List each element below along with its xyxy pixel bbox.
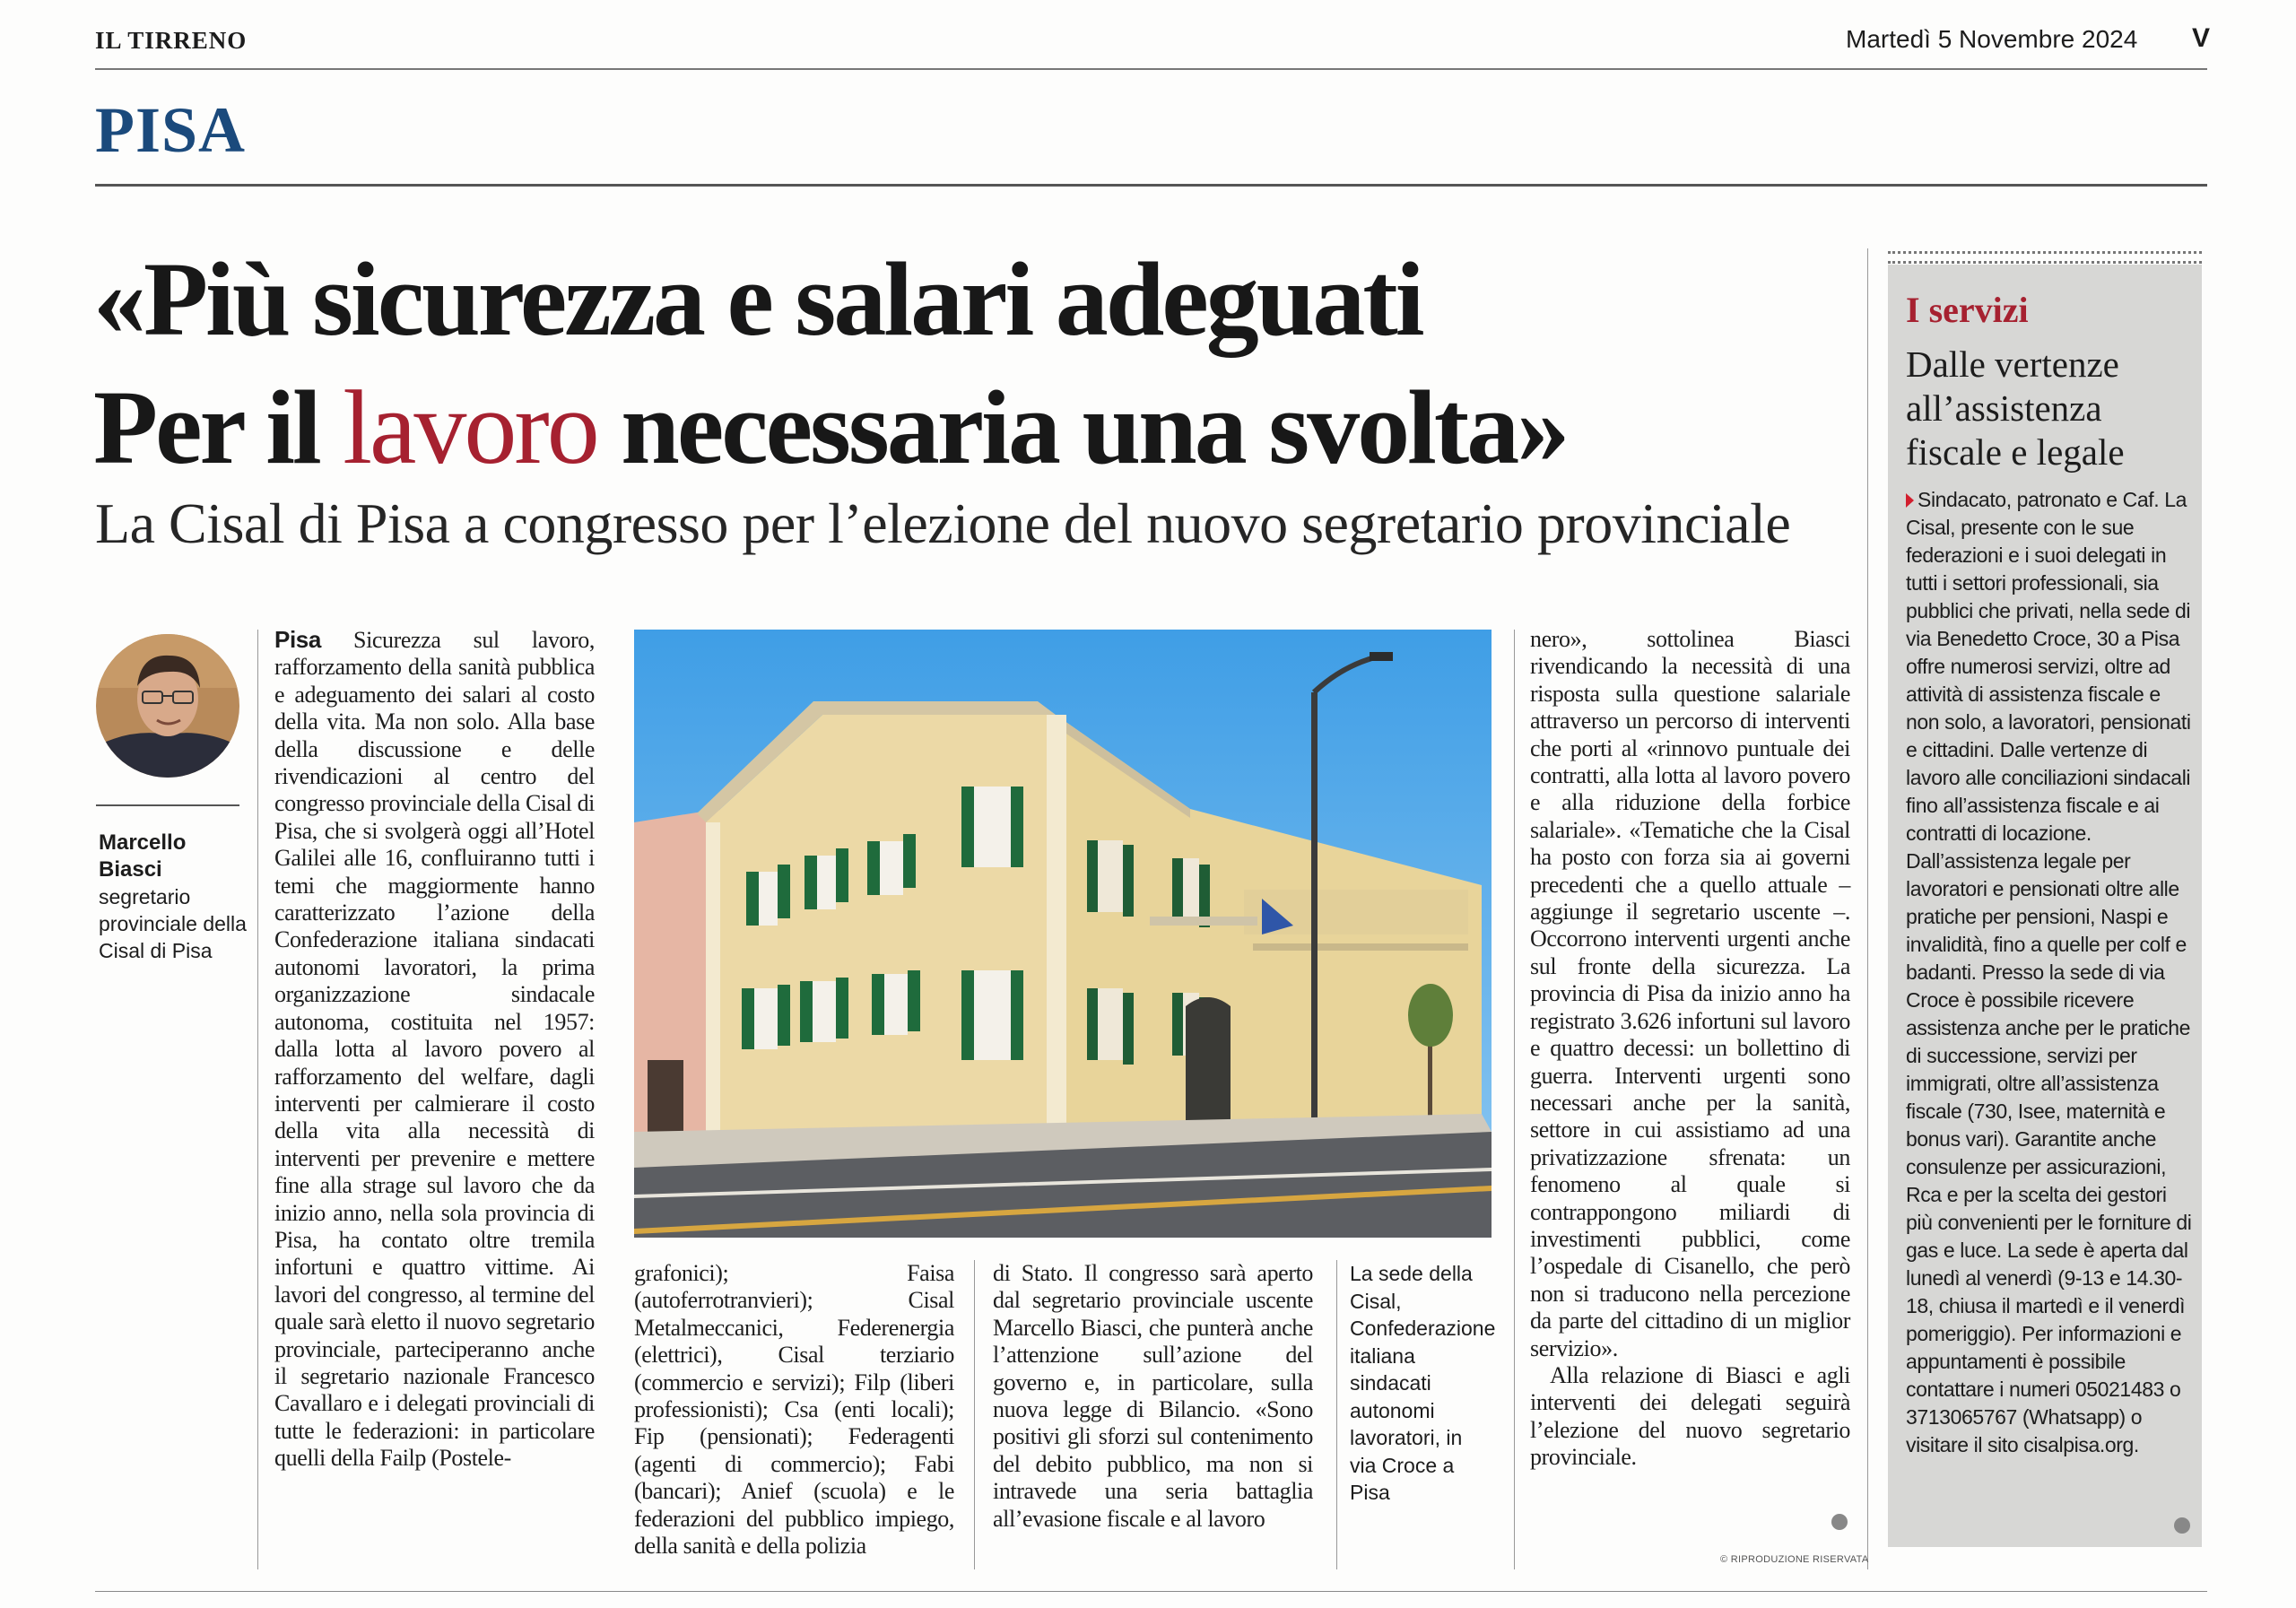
sidebar-kicker: I servizi bbox=[1906, 290, 2029, 330]
section-rule bbox=[95, 184, 2207, 187]
sidebar-top-rule bbox=[1888, 251, 2202, 264]
sidebar-body bbox=[1906, 486, 2195, 1459]
headline bbox=[93, 235, 1887, 491]
body-column-1 bbox=[274, 626, 595, 1473]
author-avatar bbox=[96, 634, 239, 778]
headline-line-2 bbox=[93, 363, 1887, 491]
column-rule bbox=[257, 630, 258, 1569]
column-1-text: Sicurezza sul lavoro, rafforzamento della sanità pubblica e adeguamento dei salari al costo della vita. Ma non solo. Alla base della discussione e delle rivendicazioni al centro del congresso provinciale della Cisal di Pisa, che si svolgerà oggi all’Hotel Galilei alle 16, confluiranno tutti i temi che maggiormente hanno caratterizzato l’azione della Confederazione italiana sindacati autonomi lavoratori, la prima organizzazione sindacale autonoma, costituita nel 1957: dalla lotta al lavoro povero al rafforzamento del welfare, dagli interventi per calmierare il costo della vita alla necessità di interventi per prevenire e mettere fine alla strage sul lavoro che da inizio anno, nella sola provincia di Pisa, ha contato oltre tremila infortuni e quattro vittime. Ai lavori del congresso, al termine del quale sarà eletto il nuovo segretario provinciale, parteciperanno anche il segretario nazionale Francesco Cavallaro e i delegati provinciali di tutte le federazioni: in particolare quelli della Failp (Postele- bbox=[274, 627, 595, 1472]
sidebar-title: Dalle vertenze all’assistenza fiscale e legale bbox=[1906, 343, 2125, 473]
column-rule bbox=[974, 1260, 975, 1569]
article-photo bbox=[634, 630, 1492, 1238]
author-first-name: Marcello bbox=[99, 830, 187, 855]
column-rule bbox=[1514, 630, 1515, 1569]
section-title: PISA bbox=[95, 94, 247, 166]
column-rule bbox=[1336, 1260, 1337, 1569]
headline-line-1: «Più sicurezza e salari adeguati bbox=[93, 240, 1422, 358]
dateline: Pisa bbox=[274, 626, 321, 653]
body-column-3: di Stato. Il congresso sarà aperto dal segretario provinciale uscente Marcello Biasci, che punterà anche l’attenzione sull’azione del governo e, in particolare, sulla nuova legge di Bilancio. «Sono positivi gli sforzi sul contenimento del debito pubblico, ma non si intravede una seria battaglia all’evasione fiscale e al lavoro bbox=[993, 1260, 1313, 1532]
photo-caption: La sede della Cisal, Confederazione italiana sindacati autonomi lavoratori, in via Croce a Pisa bbox=[1350, 1262, 1496, 1504]
headline-line-2-start: Per il bbox=[93, 369, 344, 486]
end-mark-dot bbox=[1831, 1514, 1848, 1530]
edition-mark: V bbox=[2192, 23, 2211, 53]
sidebar-rule bbox=[1867, 248, 1868, 1569]
column-4-closing: Alla relazione di Biasci e agli interventi dei delegati seguirà l’elezione del nuovo segretario provinciale. bbox=[1530, 1361, 1850, 1471]
body-column-4 bbox=[1530, 626, 1850, 1472]
column-4-text: nero», sottolinea Biasci rivendicando la necessità di una risposta sulla questione salariale attraverso un percorso di interventi che porti al «rinnovo puntuale dei contratti, alla lotta al lavoro povero e alla riduzione della forbice salariale». «Tematiche che la Cisal ha posto con forza sia ai governi precedenti che a quello attuale – aggiunge il segretario uscente –. Occorrono interventi urgenti anche sul fronte della sicurezza. La provincia di Pisa da inizio anno ha registrato 3.626 infortuni sul lavoro e quattro decessi: un bollettino di guerra. Interventi urgenti sono necessari anche per la sanità, settore in cui assistiamo ad una privatizzazione sfrenata: un fenomeno al quale si contrappongono miliardi di investimenti pubblici, come l’ospedale di Cisanello, che però non si traducono nella percezione da parte del cittadino di un miglior servizio». bbox=[1530, 626, 1850, 1361]
author-name bbox=[99, 830, 186, 883]
author-divider bbox=[96, 804, 239, 806]
publication-date: Martedì 5 Novembre 2024 bbox=[1846, 25, 2138, 53]
header-rule bbox=[95, 68, 2207, 70]
body-column-2: grafonici); Faisa (autoferrotranvieri); Cisal Metalmeccanici, Federenergia (elettrici), Cisal terziario (commercio e servizi); Filp (liberi professionisti); Csa (enti locali); Fip (pensionati); Federagenti (agenti di commercio); Fabi (bancari); Anief (scuola) e le federazioni del pubblico impiego, della sanità e della polizia bbox=[634, 1260, 954, 1560]
author-last-name: Biasci bbox=[99, 857, 162, 882]
copyright-notice: © RIPRODUZIONE RISERVATA bbox=[1720, 1554, 1869, 1565]
sidebar-body-text: Sindacato, patronato e Caf. La Cisal, presente con le sue federazioni e i suoi delegati in tutti i settori professionali, sia pubblici che privati, nella sede di via Benedetto Croce, 30 a Pisa offre numerosi servizi, oltre ad attività di assistenza fiscale e non solo, a lavoratori, pensionati e cittadini. Dalle vertenze di lavoro alle conciliazioni sindacali fino all’assistenza fiscale e ai contratti di locazione. Dall’assistenza legale per lavoratori e pensionati oltre alle pratiche per pensioni, Naspi e invalidità, fino a quelle per colf e badanti. Presso la sede di via Croce è possibile ricevere assistenza anche per le pratiche di successione, servizi per immigrati, oltre all’assistenza fiscale (730, Isee, maternità e bonus vari). Garantite anche consulenze per assicurazioni, Rca e per la scelta dei gestori più convenienti per le forniture di gas e luce. La sede è aperta dal lunedì al venerdì (9-13 e 14.30-18, chiusa il martedì e il venerdì pomeriggio). Per informazioni e appuntamenti è possibile contattare i numeri 05021483 o 3713065767 (Whatsapp) o visitare il sito cisalpisa.org. bbox=[1906, 488, 2192, 1456]
footer-rule bbox=[95, 1591, 2207, 1592]
red-arrow-icon bbox=[1906, 493, 1914, 508]
sidebar-end-dot bbox=[2174, 1517, 2190, 1534]
author-role: segretario provinciale della Cisal di Pisa bbox=[99, 885, 247, 962]
subheadline: La Cisal di Pisa a congresso per l’elezione del nuovo segretario provinciale bbox=[95, 491, 1791, 555]
newspaper-masthead: IL TIRRENO bbox=[95, 27, 248, 54]
headline-line-2-end: necessaria una svolta» bbox=[596, 369, 1568, 486]
headline-highlight: lavoro bbox=[343, 369, 597, 486]
